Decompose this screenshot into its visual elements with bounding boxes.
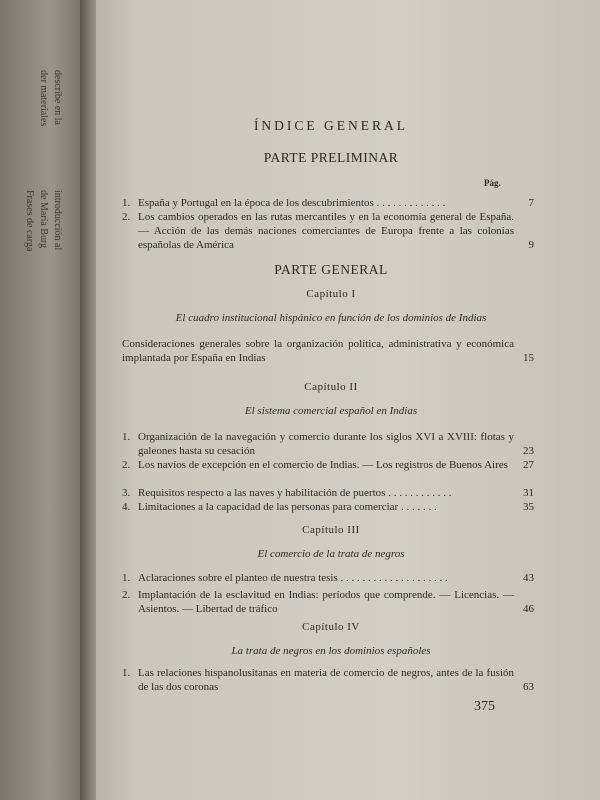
chapter-label: Capítulo I	[306, 288, 356, 300]
index-title: ÍNDICE GENERAL	[253, 118, 409, 133]
entry-page: 31	[523, 487, 534, 499]
toc-entry: 1. Aclaraciones sobre el planteo de nuestra tesis . . . . . . . . . . . . . . . . . . . . 43	[122, 572, 534, 584]
chapter-label: Capítulo II	[304, 381, 358, 393]
toc-entry: 1. España y Portugal en la época de los descubrimientos . . . . . . . . . . . . . 7	[122, 197, 534, 209]
toc-entry: 2. Los navíos de excepción en el comercio de Indias. — Los registros de Buenos Aires 27	[122, 459, 534, 471]
entry-page: 46	[523, 603, 534, 615]
toc-entry: 1. Organización de la navegación y comercio durante los siglos XVI a XVIII: flotas y galeones hasta su cesación 23	[122, 431, 534, 457]
entry-text: Requisitos respecto a las naves y habilitación de puertos	[138, 487, 386, 499]
chapter-title: El sistema comercial español en Indias	[244, 405, 418, 417]
entry-text: Los navíos de excepción en el comercio de Indias. — Los registros de Buenos Aires	[138, 459, 508, 471]
entry-text: Implantación de la esclavitud en Indias: períodos que comprende. — Licencias. — Asientos. — Libertad de tráfico	[138, 589, 514, 615]
entry-text: Organización de la navegación y comercio durante los siglos XVI a XVIII: flotas y galeones hasta su cesación	[138, 431, 514, 457]
entry-text: Aclaraciones sobre el planteo de nuestra tesis	[138, 572, 338, 584]
toc-entry: 2. Implantación de la esclavitud en Indias: períodos que comprende. — Licencias. — Asientos. — Libertad de tráfico 46	[122, 589, 534, 615]
toc-entry: 4. Limitaciones a la capacidad de las personas para comerciar . . . . . . . 35	[122, 501, 534, 513]
facing-fragment: de María Burg	[38, 190, 49, 249]
facing-page	[0, 0, 92, 800]
chapter-title: El cuadro institucional hispánico en función de los dominios de Indias	[175, 312, 487, 324]
entry-page: 63	[523, 681, 534, 693]
entry-page: 9	[528, 239, 534, 251]
entry-page: 27	[523, 459, 534, 471]
facing-fragment: der materiales	[38, 70, 49, 127]
entry-text: España y Portugal en la época de los descubrimientos	[138, 197, 374, 209]
chapter-label: Capítulo III	[302, 524, 360, 536]
entry-text: Limitaciones a la capacidad de las personas para comerciar	[138, 501, 399, 513]
facing-fragment: introducción al	[52, 190, 63, 251]
toc-entry: 2. Los cambios operados en las rutas mercantiles y en la economía general de España. — Acción de las demás naciones comerciantes de Europa frente a las colonias españolas de América 9	[122, 211, 534, 251]
part-heading-preliminar: PARTE PRELIMINAR	[263, 150, 399, 165]
toc-entry: 3. Requisitos respecto a las naves y habilitación de puertos . . . . . . . . . . . . 31	[122, 487, 534, 499]
entry-page: 43	[523, 572, 534, 584]
facing-fragment: Frases de carga	[24, 190, 35, 252]
chapter-title: El comercio de la trata de negros	[257, 548, 405, 560]
entry-page: 23	[523, 445, 534, 457]
page-number: 375	[474, 699, 495, 714]
entry-page: 15	[523, 352, 534, 364]
facing-fragment: describe en la	[52, 70, 63, 125]
entry-text: Las relaciones hispanolusitanas en materia de comercio de negros, antes de la fusión de las dos coronas	[138, 667, 514, 693]
entry-text: Los cambios operados en las rutas mercantiles y en la economía general de España. — Acción de las demás naciones comerciantes de Europa frente a las colonias españolas de América	[138, 211, 514, 251]
entry-page: 7	[528, 197, 534, 209]
chapter-title: La trata de negros en los dominios españoles	[231, 645, 431, 657]
entry-text: Consideraciones generales sobre la organización política, administrativa y económica implantada por España en Indias	[122, 338, 514, 364]
toc-entry	[122, 337, 534, 365]
toc-entry: 1. Las relaciones hispanolusitanas en materia de comercio de negros, antes de la fusión de las dos coronas 63	[122, 667, 534, 693]
page-column-label: Pág.	[484, 178, 501, 188]
chapter-label: Capítulo IV	[302, 621, 360, 633]
entry-page: 35	[523, 501, 534, 513]
part-heading-general: PARTE GENERAL	[274, 262, 388, 277]
facing-page-text	[0, 0, 84, 300]
